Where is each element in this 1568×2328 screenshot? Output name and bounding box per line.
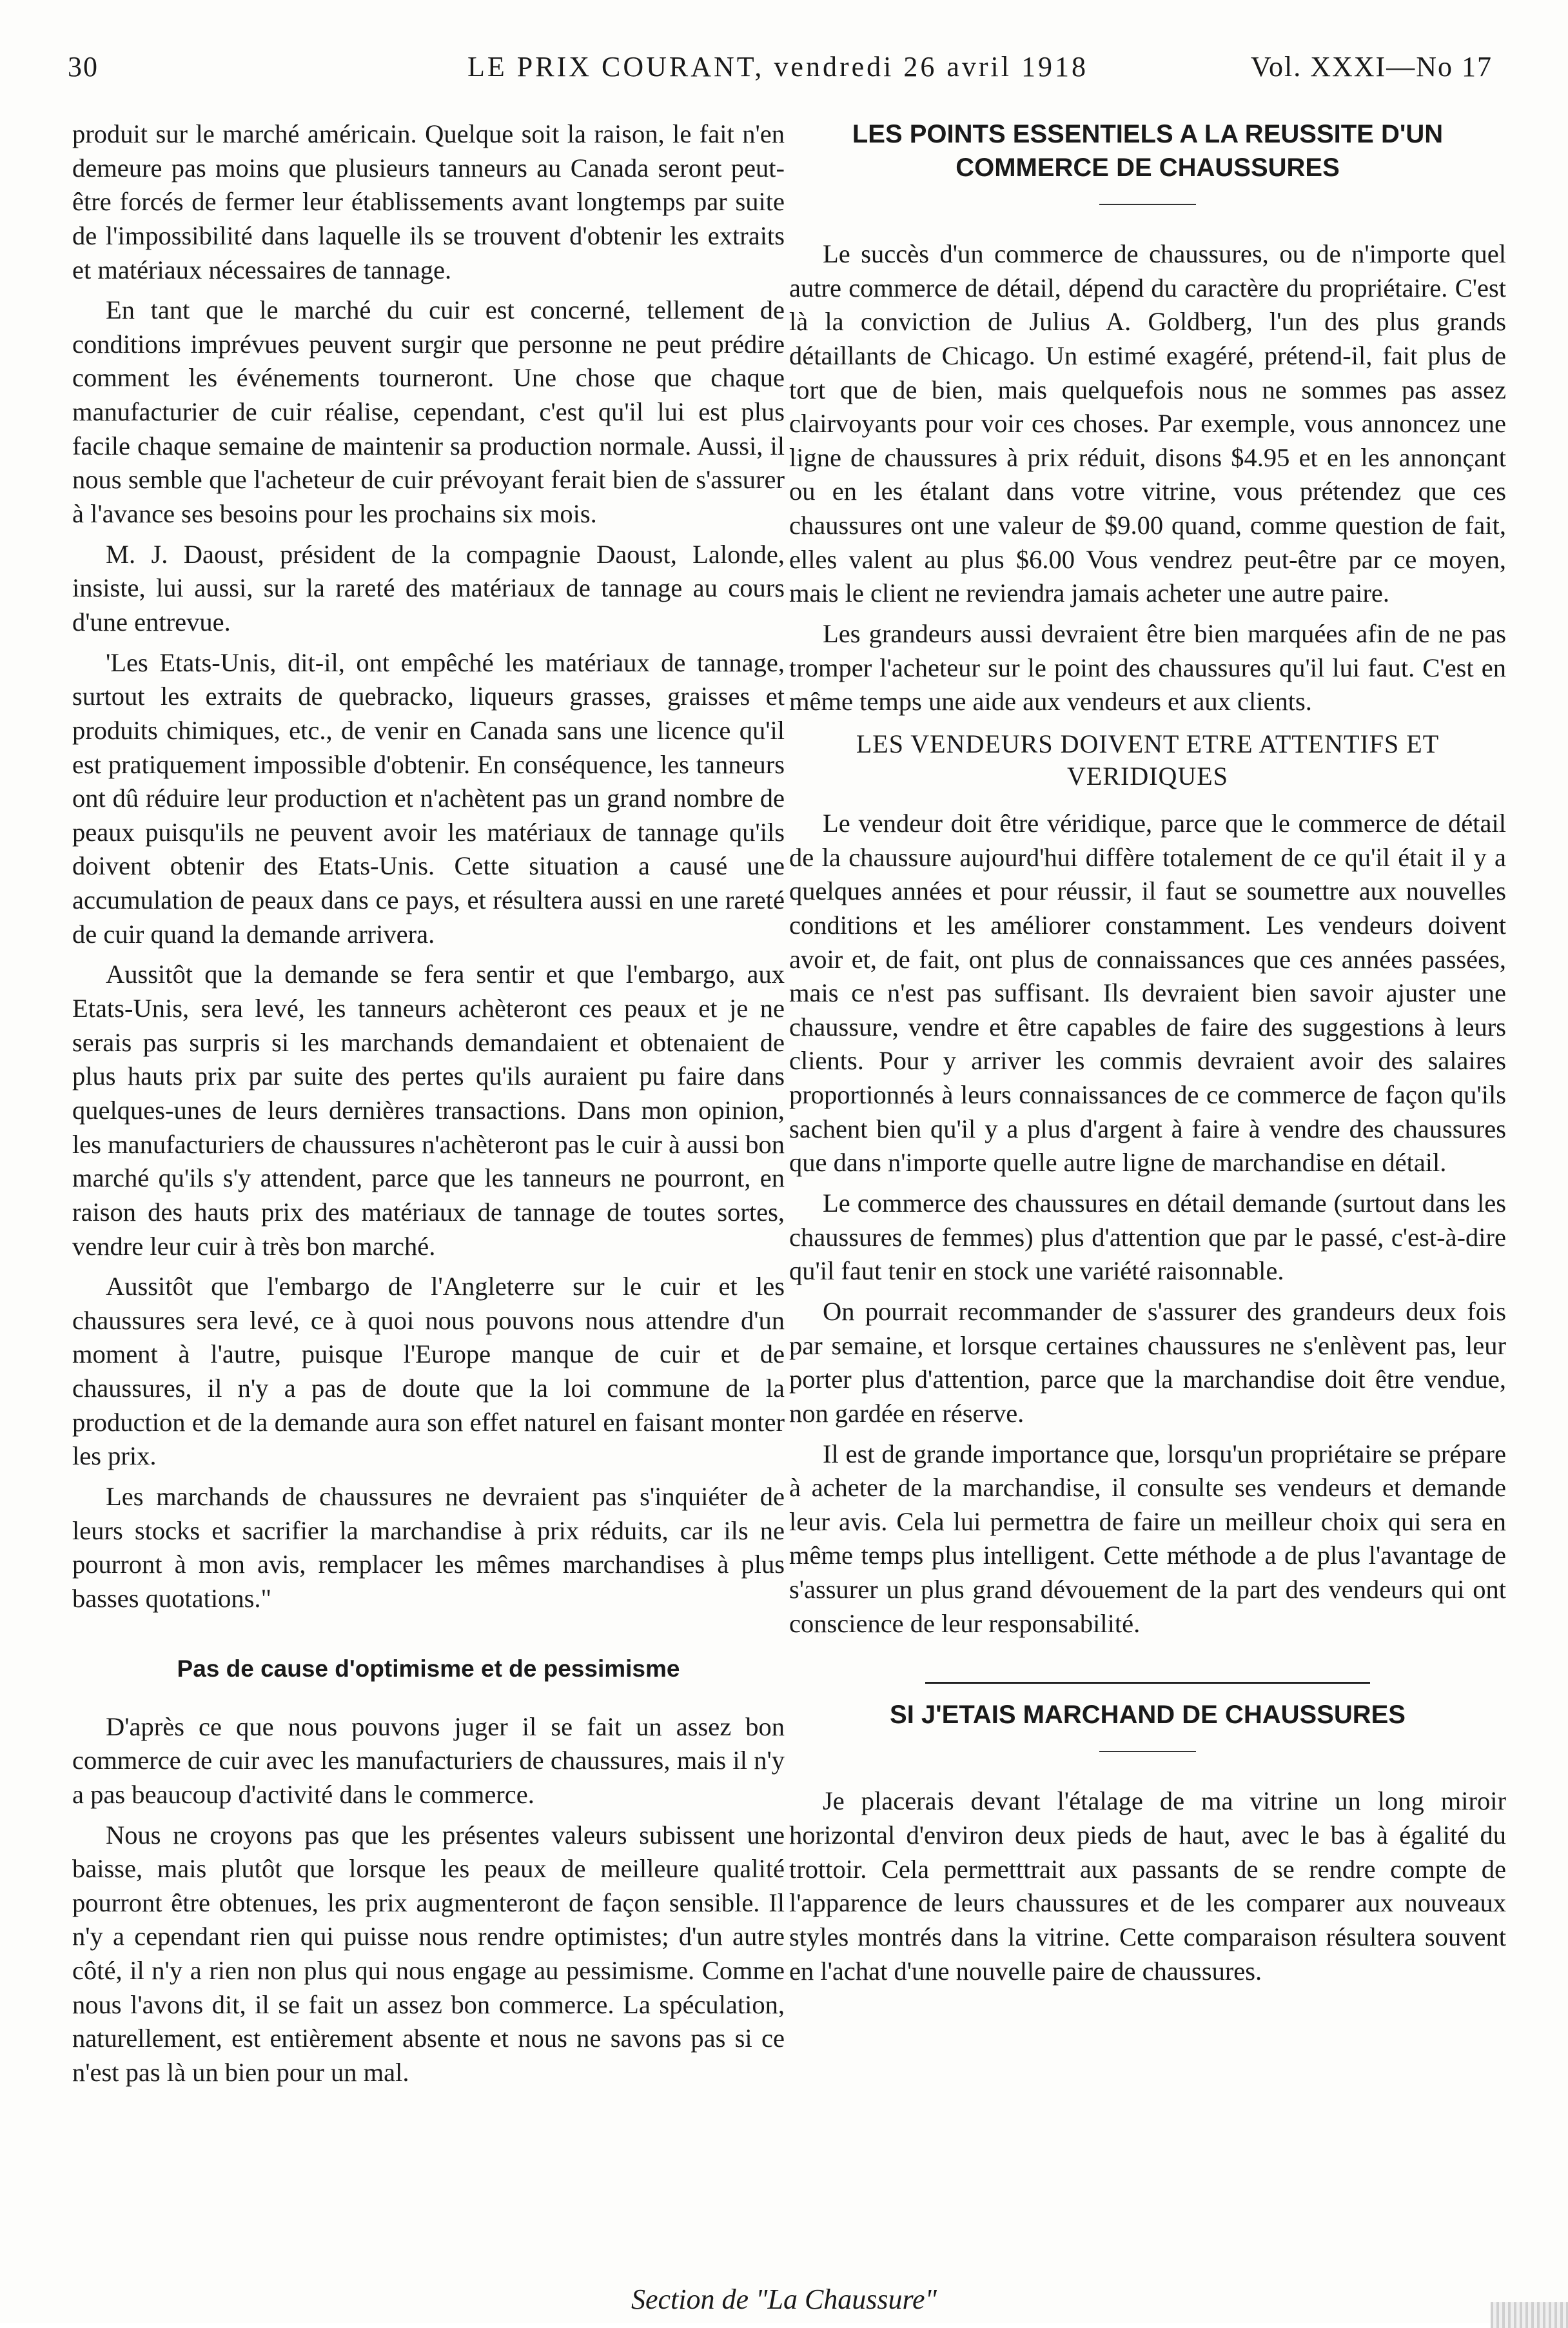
paragraph: Les marchands de chaussures ne devraient pas s'inquiéter de leurs stocks et sacrifier la marchandise à prix réduits, car ils ne pourront à mon avis, remplacer les mêmes marchandises à plus basses quotations." <box>72 1481 785 1613</box>
paragraph: On pourrait recommander de s'assurer des grandeurs deux fois par semaine, et lorsque certaines chaussures ne s'enlèvent pas, leur porter plus d'attention, parce que la marchandise doit être vendue, non gardée en réserve. <box>789 1296 1506 1428</box>
paragraph: En tant que le marché du cuir est concerné, tellement de conditions imprévues peuvent surgir que personne ne peut prédire comment les événements tourneront. Une chose que chaque manufacturier de cuir réalise, cependant, c'est qu'il lui est plus facile chaque semaine de maintenir sa production normale. Aussi, il nous semble que l'acheteur de cuir prévoyant ferait bien de s'assurer à l'avance ses besoins pour les prochains six mois. <box>72 295 785 529</box>
right-column <box>789 117 1506 1995</box>
paragraph: Il est de grande importance que, lorsqu'un propriétaire se prépare à acheter de la marchandise, il consulte ses vendeurs et demande leur avis. Cela lui permettra de faire un meilleur choix qui sera en même temps plus intelligent. Cette méthode a de plus l'avantage de s'assurer un plus grand dévouement de la part des vendeurs qui ont conscience de leur responsabilité. <box>789 1439 1506 1638</box>
running-header <box>68 50 1493 89</box>
paragraph: M. J. Daoust, président de la compagnie Daoust, Lalonde, insiste, lui aussi, sur la rareté des matériaux de tannage au cours d'une entrevue. <box>72 539 785 636</box>
paragraph: Aussitôt que l'embargo de l'Angleterre sur le cuir et les chaussures sera levé, ce à quoi nous pouvons nous attendre d'un moment à l'autre, puisque l'Europe manque de cuir et de chaussures, il n'y a pas de doute que la loi commune de la production et de la demande aura son effet naturel en faisant monter les prix. <box>72 1272 785 1471</box>
article-heading: SI J'ETAIS MARCHAND DE CHAUSSURES <box>890 1701 1406 1730</box>
divider <box>1099 1751 1196 1752</box>
section-subheading: Pas de cause d'optimisme et de pessimisme <box>177 1655 680 1682</box>
divider <box>925 1682 1370 1684</box>
volume-number: Vol. XXXI—No 17 <box>1250 51 1493 83</box>
paragraph: produit sur le marché américain. Quelque soit la raison, le fait n'en demeure pas moins que plusieurs tanneurs au Canada seront peut-être forcés de fermer leur établissements avant longtemps par suite de l'impossibilité dans laquelle ils se trouvent d'obtenir les extraits et matériaux nécessaires de tannage. <box>72 119 785 284</box>
paragraph: 'Les Etats-Unis, dit-il, ont empêché les matériaux de tannage, surtout les extraits de quebracko, liqueurs grasses, graisses et produits chimiques, etc., de venir en Canada sans une licence qu'il est pratiquement impossible d'obtenir. En conséquence, les tanneurs ont dû réduire leur production et n'achètent pas un grand nombre de peaux puisqu'ils ne peuvent avoir les matériaux de tannage qu'ils doivent obtenir des Etats-Unis. Cette situation a causé une accumulation de peaux dans ce pays, et résultera aussi en une rareté de cuir quand la demande arrivera. <box>72 647 785 949</box>
section-subheading: LES VENDEURS DOIVENT ETRE ATTENTIFS ET VERIDIQUES <box>856 729 1440 791</box>
left-column <box>72 117 785 2096</box>
divider <box>1099 204 1196 205</box>
paragraph: D'après ce que nous pouvons juger il se fait un assez bon commerce de cuir avec les manufacturiers de chaussures, mais il n'y a pas beaucoup d'activité dans le commerce. <box>72 1711 785 1809</box>
page-number: 30 <box>68 51 99 83</box>
publication-line: LE PRIX COURANT, vendredi 26 avril 1918 <box>467 51 1088 83</box>
scan-edge <box>1491 2302 1568 2328</box>
paragraph: Les grandeurs aussi devraient être bien marquées afin de ne pas tromper l'acheteur sur le point des chaussures qu'il lui faut. C'est en même temps une aide aux vendeurs et aux clients. <box>789 619 1506 716</box>
paragraph: Le vendeur doit être véridique, parce que le commerce de détail de la chaussure aujourd'hui diffère totalement de ce qu'il était il y a quelques années et pour réussir, il faut se soumettre aux nouvelles conditions et les améliorer constamment. Les vendeurs doivent avoir et, de fait, ont plus de connaissances que ces années passées, mais ce n'est pas suffisant. Ils devraient bien savoir ajuster une chaussure, vendre et être capables de faire des suggestions à leurs clients. Pour y arriver les commis devraient avoir des salaires proportionnés à leurs connaissances de ce commerce de façon qu'ils sachent bien qu'il y a plus d'argent à faire à vendre des chaussures que dans n'importe quelle autre ligne de marchandise en détail. <box>789 808 1506 1178</box>
paragraph: Nous ne croyons pas que les présentes valeurs subissent une baisse, mais plutôt que lorsque les peaux de meilleure qualité pourront être obtenues, les prix augmenteront de façon sensible. Il n'y a cependant rien qui puisse nous rendre optimistes; d'un autre côté, il n'y a rien non plus qui nous engage au pessimisme. Comme nous l'avons dit, il se fait un assez bon commerce. La spéculation, naturellement, est entièrement absente et nous ne savons pas si ce n'est pas là un bien pour un mal. <box>72 1820 785 2087</box>
section-footer-label: Section de "La Chaussure" <box>631 2284 937 2315</box>
paragraph: Le commerce des chaussures en détail demande (surtout dans les chaussures de femmes) plus d'attention que par le passé, c'est-à-dire qu'il faut tenir en stock une variété raisonnable. <box>789 1189 1506 1286</box>
page-footer <box>0 2283 1568 2316</box>
paragraph: Le succès d'un commerce de chaussures, ou de n'importe quel autre commerce de détail, dépend du caractère du propriétaire. C'est là la conviction de Julius A. Goldberg, l'un des plus grands détaillants de Chicago. Un estimé exagéré, prétend-il, fait plus de tort que de bien, mais quelquefois nous ne sommes pas assez clairvoyants pour voir ces choses. Par exemple, vous annoncez une ligne de chaussures à prix réduit, disons $4.95 et en les annonçant ou en les étalant dans votre vitrine, vous prétendez que ces chaussures ont une valeur de $9.00 quand, comme question de fait, elles valent au plus $6.00 Vous vendrez peut-être par ce moyen, mais le client ne reviendra jamais acheter une autre paire. <box>789 239 1506 608</box>
paragraph: Aussitôt que la demande se fera sentir et que l'embargo, aux Etats-Unis, sera levé, les tanneurs achèteront ces peaux et je ne serais pas surpris si les marchands demandaient et obtenaient de plus hauts prix par suite des pertes qu'ils auraient pu faire dans quelques-unes de leurs dernières transactions. Dans mon opinion, les manufacturiers de chaussures n'achèteront pas le cuir à aussi bon marché qu'ils s'y attendent, parce que les tanneurs ne pourront, en raison des hauts prix des matériaux de tannage de toutes sortes, vendre leur cuir à très bon marché. <box>72 960 785 1261</box>
article-heading: LES POINTS ESSENTIELS A LA REUSSITE D'UN COMMERCE DE CHAUSSURES <box>852 120 1444 182</box>
paragraph: Je placerais devant l'étalage de ma vitrine un long miroir horizontal d'environ deux pieds de haut, avec le bas à égalité du trottoir. Cela permetttrait aux passants de se rendre compte de l'apparence de leurs chaussures et de les comparer aux nouveaux styles montrés dans la vitrine. Cette comparaison résultera souvent en l'achat d'une nouvelle paire de chaussures. <box>789 1786 1506 1986</box>
